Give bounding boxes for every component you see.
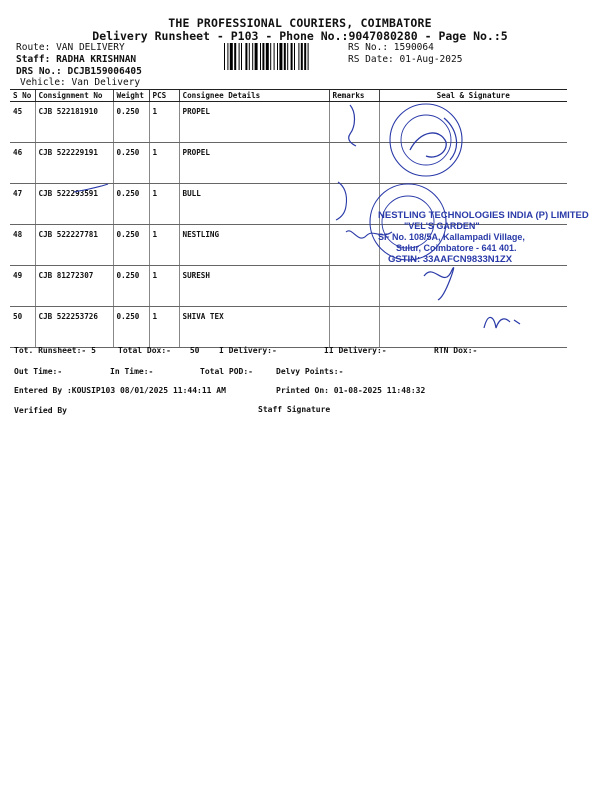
cell-weight: 0.250	[113, 184, 149, 225]
total-dox-value: 50	[189, 346, 200, 355]
cell-consignment: CJB 522227781	[35, 225, 113, 266]
staff-value: RADHA KRISHNAN	[56, 54, 137, 65]
cell-pcs: 1	[149, 102, 179, 143]
cell-remarks	[329, 184, 379, 225]
cell-weight: 0.250	[113, 143, 149, 184]
total-dox-label: Total Dox:-	[118, 346, 171, 355]
total-dox	[118, 346, 199, 355]
rs-date-value: 01-Aug-2025	[399, 54, 463, 65]
cell-consignee: SURESH	[179, 266, 329, 307]
vehicle-line	[20, 77, 140, 88]
vehicle-value: Van Delivery	[71, 77, 141, 88]
cell-sno: 50	[10, 307, 35, 348]
table-header-row	[10, 90, 567, 102]
verified-by: Verified By	[14, 406, 67, 415]
cell-weight: 0.250	[113, 307, 149, 348]
col-sno: S No	[10, 90, 35, 102]
vehicle-label: Vehicle:	[20, 77, 66, 88]
rs-no-label: RS No.:	[348, 42, 389, 53]
cell-seal	[379, 307, 567, 348]
cell-consignment: CJB 522229191	[35, 143, 113, 184]
cell-remarks	[329, 225, 379, 266]
delvy-points: Delvy Points:-	[276, 367, 344, 376]
route-value: VAN DELIVERY	[56, 42, 125, 53]
route-label: Route:	[16, 42, 51, 53]
cell-pcs: 1	[149, 184, 179, 225]
table-row	[10, 307, 567, 348]
col-weight: Weight	[113, 90, 149, 102]
out-time: Out Time:-	[14, 367, 63, 376]
col-pcs: PCS	[149, 90, 179, 102]
cell-weight: 0.250	[113, 266, 149, 307]
cell-sno: 49	[10, 266, 35, 307]
stamp-building: "VEL'S GARDEN"	[404, 221, 480, 231]
cell-pcs: 1	[149, 307, 179, 348]
drs-label: DRS No.:	[16, 66, 62, 77]
cell-consignment: CJB 522293591	[35, 184, 113, 225]
cell-consignment: CJB 522253726	[35, 307, 113, 348]
staff-line	[16, 54, 136, 65]
drs-value: DCJB159006405	[67, 66, 142, 77]
col-consignee: Consignee Details	[179, 90, 329, 102]
cell-seal	[379, 143, 567, 184]
cell-pcs: 1	[149, 266, 179, 307]
i-delivery: I Delivery:-	[219, 346, 277, 355]
route-line	[16, 42, 125, 53]
in-time: In Time:-	[110, 367, 154, 376]
cell-remarks	[329, 102, 379, 143]
cell-pcs: 1	[149, 143, 179, 184]
staff-signature: Staff Signature	[258, 405, 331, 414]
cell-consignee: SHIVA TEX	[179, 307, 329, 348]
cell-weight: 0.250	[113, 225, 149, 266]
table-row	[10, 102, 567, 143]
cell-sno: 45	[10, 102, 35, 143]
cell-remarks	[329, 143, 379, 184]
barcode	[224, 43, 344, 70]
cell-weight: 0.250	[113, 102, 149, 143]
tot-runsheet: Tot. Runsheet:- 5	[14, 346, 96, 355]
cell-consignee: BULL	[179, 184, 329, 225]
cell-sno: 48	[10, 225, 35, 266]
rs-date-line	[348, 54, 462, 65]
rs-date-label: RS Date:	[348, 54, 394, 65]
company-stamp	[378, 210, 589, 265]
stamp-gstin: GSTIN: 33AAFCN9833N1ZX	[388, 254, 513, 265]
cell-seal	[379, 266, 567, 307]
printed-on: Printed On: 01-08-2025 11:48:32	[276, 386, 426, 395]
cell-seal	[379, 102, 567, 143]
stamp-address-1: SF No. 108/5A, Kallampadi Village,	[378, 232, 525, 242]
drs-line	[16, 66, 142, 77]
cell-consignment: CJB 522181910	[35, 102, 113, 143]
cell-consignee: PROPEL	[179, 143, 329, 184]
runsheet-subtitle: Delivery Runsheet - P103 - Phone No.:9047080280 - Page No.:5	[92, 29, 508, 43]
col-remarks: Remarks	[329, 90, 379, 102]
cell-consignment: CJB 81272307	[35, 266, 113, 307]
stamp-address-2: Sulur, Coimbatore - 641 401.	[396, 243, 517, 253]
col-seal-signature: Seal & Signature	[379, 90, 567, 102]
cell-remarks	[329, 307, 379, 348]
ii-delivery: II Delivery:-	[324, 346, 387, 355]
entered-by: Entered By :KOUSIP103 08/01/2025 11:44:11 AM	[14, 386, 226, 395]
table-row	[10, 266, 567, 307]
cell-consignee: NESTLING	[179, 225, 329, 266]
stamp-company-name: NESTLING TECHNOLOGIES INDIA (P) LIMITED	[378, 210, 589, 221]
table-row	[10, 143, 567, 184]
col-consignment: Consignment No	[35, 90, 113, 102]
cell-consignee: PROPEL	[179, 102, 329, 143]
cell-remarks	[329, 266, 379, 307]
total-pod: Total POD:-	[200, 367, 253, 376]
rs-no-value: 1590064	[393, 42, 434, 53]
cell-sno: 46	[10, 143, 35, 184]
cell-pcs: 1	[149, 225, 179, 266]
rtn-dox: RTN Dox:-	[434, 346, 478, 355]
rs-no-line	[348, 42, 434, 53]
company-title: THE PROFESSIONAL COURIERS, COIMBATORE	[168, 16, 432, 30]
cell-sno: 47	[10, 184, 35, 225]
staff-label: Staff:	[16, 54, 51, 65]
